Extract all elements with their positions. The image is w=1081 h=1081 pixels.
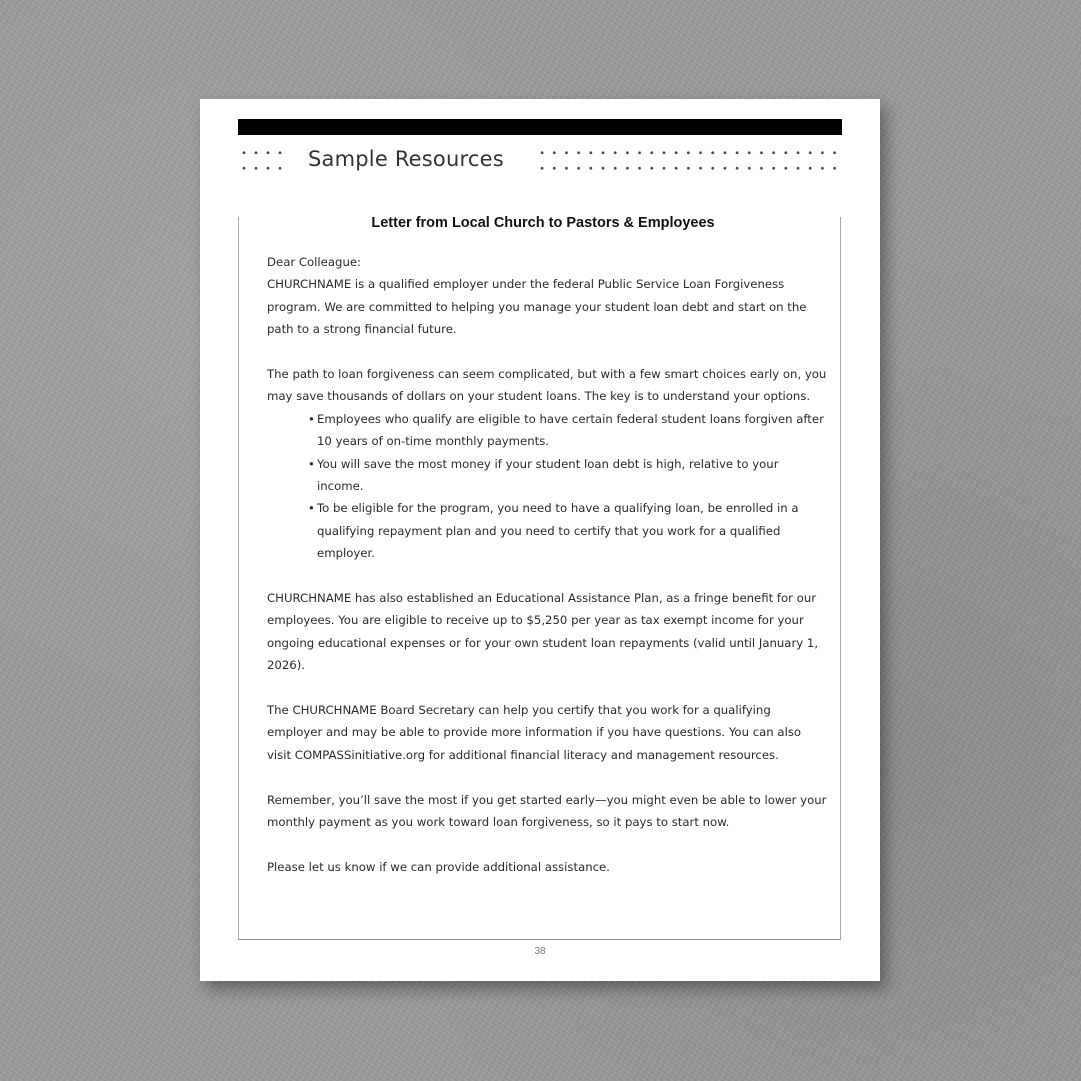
dot-pattern-left	[238, 145, 290, 181]
list-item: • To be eligible for the program, you need to have a qualifying loan, be enrolled in a qualifying repayment plan and you need to certify that you work for a qualified employer.	[308, 501, 799, 561]
paragraph-6: Please let us know if we can provide additional assistance.	[267, 859, 610, 874]
paragraph-4: The CHURCHNAME Board Secretary can help you certify that you work for a qualifying employer and may be able to provide more information if you have questions. You can also visit COMPASSinitiative.org for additional financial literacy and management resources.	[267, 703, 802, 762]
salutation: Dear Colleague:	[267, 255, 361, 269]
document-page	[200, 99, 880, 981]
paragraph-2: The path to loan forgiveness can seem complicated, but with a few smart choices early on, you may save thousands of dollars on your student loans. The key is to understand your options.	[267, 367, 827, 404]
list-item: • Employees who qualify are eligible to have certain federal student loans forgiven after 10 years of on-time monthly payments.	[308, 411, 824, 449]
bullet-list	[267, 408, 827, 565]
page-number: 38	[534, 946, 546, 957]
bullet-text: You will save the most money if your student loan debt is high, relative to your income.	[317, 456, 779, 494]
list-item: • You will save the most money if your student loan debt is high, relative to your income.	[308, 456, 779, 494]
header-bar	[238, 119, 842, 135]
letter-body	[267, 251, 827, 878]
section-title: Sample Resources	[308, 147, 504, 171]
paragraph-5: Remember, you’ll save the most if you get started early—you might even be able to lower your monthly payment as you work toward loan forgiveness, so it pays to start now.	[267, 792, 827, 830]
paragraph-1: CHURCHNAME is a qualified employer under the federal Public Service Loan Forgiveness program. We are committed to helping you manage your student loan debt and start on the path to a strong financial future.	[267, 277, 807, 337]
letter-title: Letter from Local Church to Pastors & Employees	[371, 215, 715, 231]
dot-pattern-right	[536, 145, 844, 181]
bullet-text: To be eligible for the program, you need to have a qualifying loan, be enrolled in a qualifying repayment plan and you need to certify that you work for a qualified employer.	[317, 501, 799, 561]
paragraph-3: CHURCHNAME has also established an Educational Assistance Plan, as a fringe benefit for our employees. You are eligible to receive up to $5,250 per year as tax exempt income for your ongoing educational expenses or for your own student loan repayments (valid until January 1, 2026).	[267, 591, 819, 673]
bullet-text: Employees who qualify are eligible to have certain federal student loans forgiven after 10 years of on-time monthly payments.	[317, 411, 824, 449]
